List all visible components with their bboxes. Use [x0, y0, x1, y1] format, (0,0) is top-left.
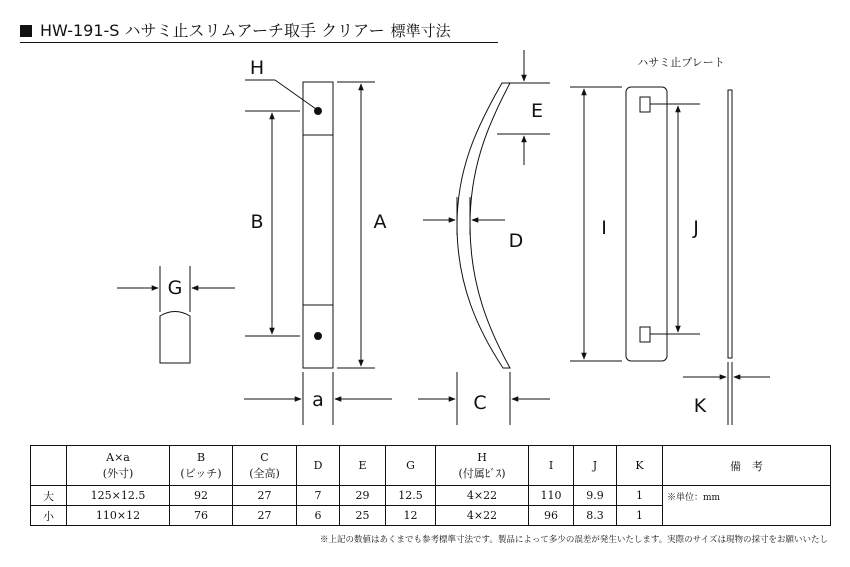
- label-k: K: [693, 395, 707, 417]
- header-cell: B (ピッチ): [170, 446, 233, 486]
- table-cell: 4×22: [436, 506, 529, 526]
- table-cell: 9.9: [574, 486, 617, 506]
- header-cell: J: [574, 446, 617, 486]
- label-g: G: [167, 277, 183, 299]
- remark-cell: ※単位：mm: [663, 486, 831, 526]
- header-cell: I: [529, 446, 574, 486]
- label-h: H: [249, 57, 265, 79]
- handle-side-view: [457, 83, 510, 368]
- spec-table: [30, 445, 831, 526]
- table-cell: 4×22: [436, 486, 529, 506]
- label-i: I: [601, 217, 607, 239]
- header-blank: [31, 446, 67, 486]
- table-cell: 25: [340, 506, 386, 526]
- table-cell: 12: [386, 506, 436, 526]
- header-cell: D: [297, 446, 340, 486]
- row-size-label: 大: [31, 486, 67, 506]
- label-d: D: [508, 230, 524, 252]
- end-view-shape: [160, 312, 190, 364]
- table-cell: 7: [297, 486, 340, 506]
- title-subtitle: 標準寸法: [390, 22, 451, 40]
- footnote: ※上記の数値はあくまでも参考標準寸法です。製品によって多少の誤差が発生いたします。実際のサイズは現物の採寸をお願いいたし: [320, 535, 828, 545]
- label-a: A: [373, 211, 387, 233]
- header-cell: K: [617, 446, 663, 486]
- header-cell: H (付属ﾋﾞｽ): [436, 446, 529, 486]
- label-b: B: [250, 211, 264, 233]
- table-cell: 92: [170, 486, 233, 506]
- table-cell: 96: [529, 506, 574, 526]
- table-row: [31, 486, 831, 506]
- header-remarks: 備 考: [663, 446, 831, 486]
- table-cell: 110: [529, 486, 574, 506]
- title-product: HW-191-S ハサミ止スリムアーチ取手 クリアー: [40, 21, 385, 40]
- table-cell: 12.5: [386, 486, 436, 506]
- header-cell: G: [386, 446, 436, 486]
- table-cell: 1: [617, 486, 663, 506]
- label-a-small: a: [312, 389, 324, 411]
- table-cell: 8.3: [574, 506, 617, 526]
- table-cell: 76: [170, 506, 233, 526]
- table-cell: 1: [617, 506, 663, 526]
- header-cell: C (全高): [233, 446, 297, 486]
- handle-front-view: [303, 82, 333, 368]
- label-j: J: [693, 217, 699, 239]
- header-cell: A×a (外寸): [67, 446, 170, 486]
- table-header-row: [31, 446, 831, 486]
- table-cell: 110×12: [67, 506, 170, 526]
- header-cell: E: [340, 446, 386, 486]
- plate-front-view: [626, 87, 667, 361]
- label-c: C: [473, 392, 487, 414]
- table-cell: 29: [340, 486, 386, 506]
- table-cell: 6: [297, 506, 340, 526]
- plate-caption: ハサミ止プレート: [637, 56, 725, 69]
- screw-hole-bottom: [315, 333, 322, 340]
- table-cell: 125×12.5: [67, 486, 170, 506]
- plate-side-view: [728, 90, 732, 358]
- table-cell: 27: [233, 486, 297, 506]
- label-e: E: [530, 100, 544, 122]
- row-size-label: 小: [31, 506, 67, 526]
- table-cell: 27: [233, 506, 297, 526]
